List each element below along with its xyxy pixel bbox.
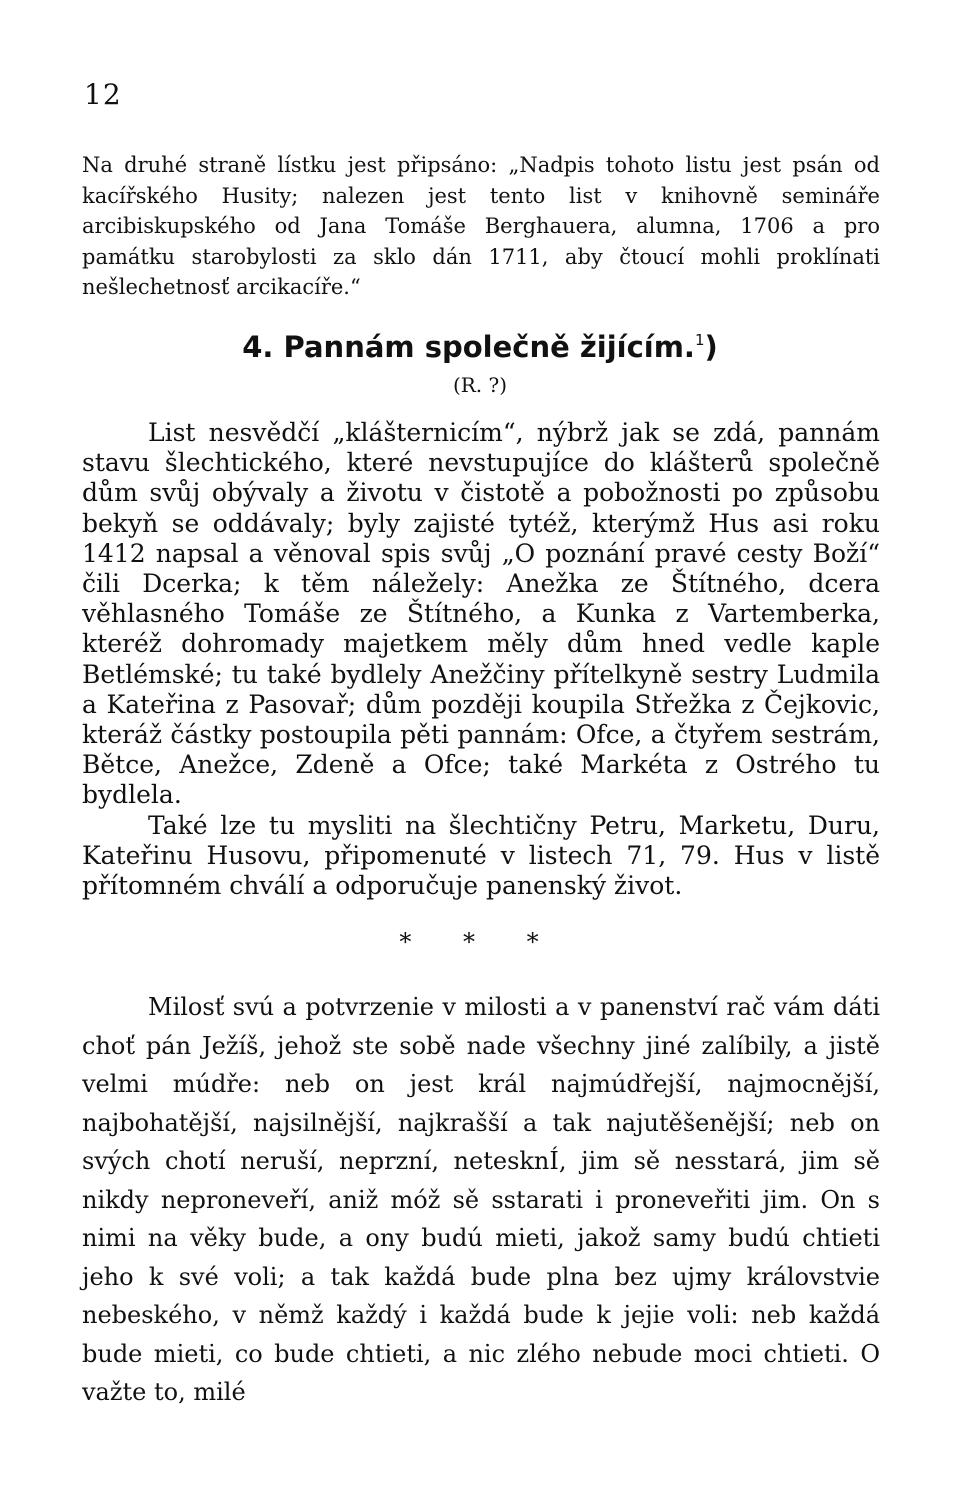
letter-paragraph: Milosť svú a potvrzenie v milosti a v panenství rač vám dáti choť pán Ježíš, jehož ste sobě nade všechny jiné zalíbily, a jistě velmi múdře: neb on jest král najmúdřejší, najmocnější, najbohatější, najsilnější, najkrašší a tak najutěšenější; neb on svých chotí neruší, neprzní, netesknÍ, jim sě nesstará, jim sě nikdy neproneveří, aniž móž sě sstarati i proneveřiti jim. On s nimi na věky bude, a ony budú mieti, jakož samy budú chtieti jeho k své voli; a tak každá bude plna bez ujmy královstvie nebeského, v němž každý i každá bude k jejie voli: neb každá bude mieti, co bude chtieti, a nic zlého nebude moci chtieti. O važte to, milé [82,993,880,1406]
introductory-note: Na druhé straně lístku jest připsáno: „Nadpis tohoto listu jest psán od kacířského Husity; nalezen jest tento list v knihovně semináře arcibiskupského od Jana Tomáše Berghauera, alumna, 1706 a pro památku starobylosti za sklo dán 1711, aby čtoucí mohli proklínati nešlechetnosť arcikacíře.“ [82,153,880,299]
footnote-mark: 1 [694,331,705,349]
commentary-paragraph: Také lze tu mysliti na šlechtičny Petru, Marketu, Duru, Kateřinu Husovu, připomenuté v listech 71, 79. Hus v listě přítomném chválí a odporučuje panenský život. [82,810,880,901]
letter-text [82,988,880,1412]
letter-subheading: (R. ?) [452,373,508,397]
commentary-paragraph: List nesvědčí „klášternicím“, nýbrž jak se zdá, pannám stavu šlechtického, které nevstupujíce do klášterů společně dům svůj obývaly a životu v čistotě a pobožnosti po způsobu bekyň se oddávaly; byly zajisté tytéž, kterýmž Hus asi roku 1412 napsal a věnoval spis svůj „O poznání pravé cesty Boží“ čili Dcerka; k těm náležely: Anežka ze Štítného, dcera věhlasného Tomáše ze Štítného, a Kunka z Vartemberka, kteréž dohromady majetkem měly dům hned vedle kaple Betlémské; tu také bydlely Anežčiny přítelkyně sestry Ludmila a Kateřina z Pasovař; dům později koupila Střežka z Čejkovic, kteráž částky postoupila pěti pannám: Ofce, a čtyřem sestrám, Bětce, Anežce, Zdeně a Ofce; také Markéta z Ostrého tu bydlela. [82,418,880,810]
page-number: 12 [84,78,122,111]
asterism-divider: * * * [399,928,561,956]
commentary [82,418,880,901]
letter-heading: 4. Pannám společně žijícím.$^1$) [242,330,718,364]
heading-text: 4. Pannám společně žijícím. [242,330,695,364]
